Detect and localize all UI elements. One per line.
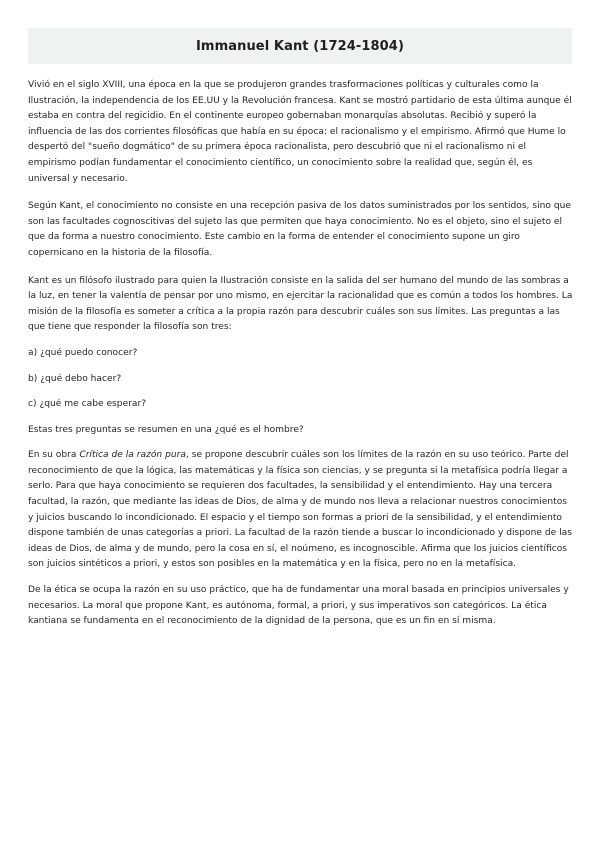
paragraph-critique	[28, 448, 574, 573]
work-title: Crítica de la razón pura	[79, 450, 186, 461]
question-a: a) ¿qué puedo conocer?	[28, 347, 138, 358]
paragraph-summary-question: Estas tres preguntas se resumen en una ¿qué es el hombre?	[28, 424, 304, 435]
paragraph-context: Vivió en el siglo XVIII, una época en la que se produjeron grandes trasformaciones políticas y culturales como la Ilustración, la independencia de los EE.UU y la Revolución francesa. Kant se mostró partidario de esta última aunque él estaba en contra del regicidio. En el continente europeo gobernaban monarquías absolutas. Recibió y superó la influencia de las dos corrientes filosóficas que había en su época: el racionalismo y el empirismo. Afirmó que Hume lo despertó del "sueño dogmático" de su primera época racionalista, pero descubrió que ni el racionalismo ni el empirismo podían fundamentar el conocimiento científico, un conocimiento sobre la realidad que, según él, es universal y necesario.	[28, 80, 572, 184]
paragraph-knowledge: Según Kant, el conocimiento no consiste en una recepción pasiva de los datos suministrados por los sentidos, sino que son las facultades cognoscitivas del sujeto las que permiten que haya conocimiento. No es el objeto, sino el sujeto el que da forma a nuestro conocimiento. Este cambio en la forma de entender el conocimiento supone un giro copernicano en la historia de la filosofía.	[28, 201, 571, 258]
paragraph-ethics: De la ética se ocupa la razón en su uso práctico, que ha de fundamentar una moral basada en principios universales y necesarios. La moral que propone Kant, es autónoma, formal, a priori, y sus imperativos son categóricos. La ética kantiana se fundamenta en el reconocimiento de la dignidad de la persona, que es un fin en sí misma.	[28, 585, 569, 627]
question-c: c) ¿qué me cabe esperar?	[28, 399, 147, 410]
critique-intro: En su obra	[28, 450, 80, 461]
page-title: Immanuel Kant (1724-1804)	[196, 38, 404, 54]
question-b: b) ¿qué debo hacer?	[28, 373, 122, 384]
title-bar	[28, 28, 572, 64]
paragraph-enlightenment: Kant es un filósofo ilustrado para quien la Ilustración consiste en la salida del ser humano del mundo de las sombras a la luz, en tener la valentía de pensar por uno mismo, en ejercitar la racionalidad que es común a todos los hombres. La misión de la filosofía es someter a crítica a la propia razón para descubrir cuáles son sus límites. Las preguntas a las que tiene que responder la filosofía son tres:	[28, 275, 573, 333]
document-body	[28, 78, 574, 640]
critique-text: , se propone descubrir cuáles son los límites de la razón en su uso teórico. Parte del reconocimiento de que la lógica, las matemáticas y la física son ciencias, y se pregunta si la metafísica podría llegar a serlo. Para que haya conocimiento se requieren dos facultades, la sensibilidad y el entendimiento. Hay una tercera facultad, la razón, que mediante las ideas de Dios, de alma y de mundo nos lleva a relacionar nuestros conocimientos y juicios buscando lo incondicionado. El espacio y el tiempo son formas a priori de la sensibilidad, y el entendimiento dispone también de unas categorías a priori. La facultad de la razón tiende a buscar lo incondicionado y dispone de las ideas de Dios, de alma y de mundo, pero la cosa en sí, el noúmeno, es incognoscible. Afirma que los juicios científicos son juicios sintéticos a priori, y estos son posibles en la matemática y en la física, pero no en la metafísica.	[28, 450, 572, 570]
